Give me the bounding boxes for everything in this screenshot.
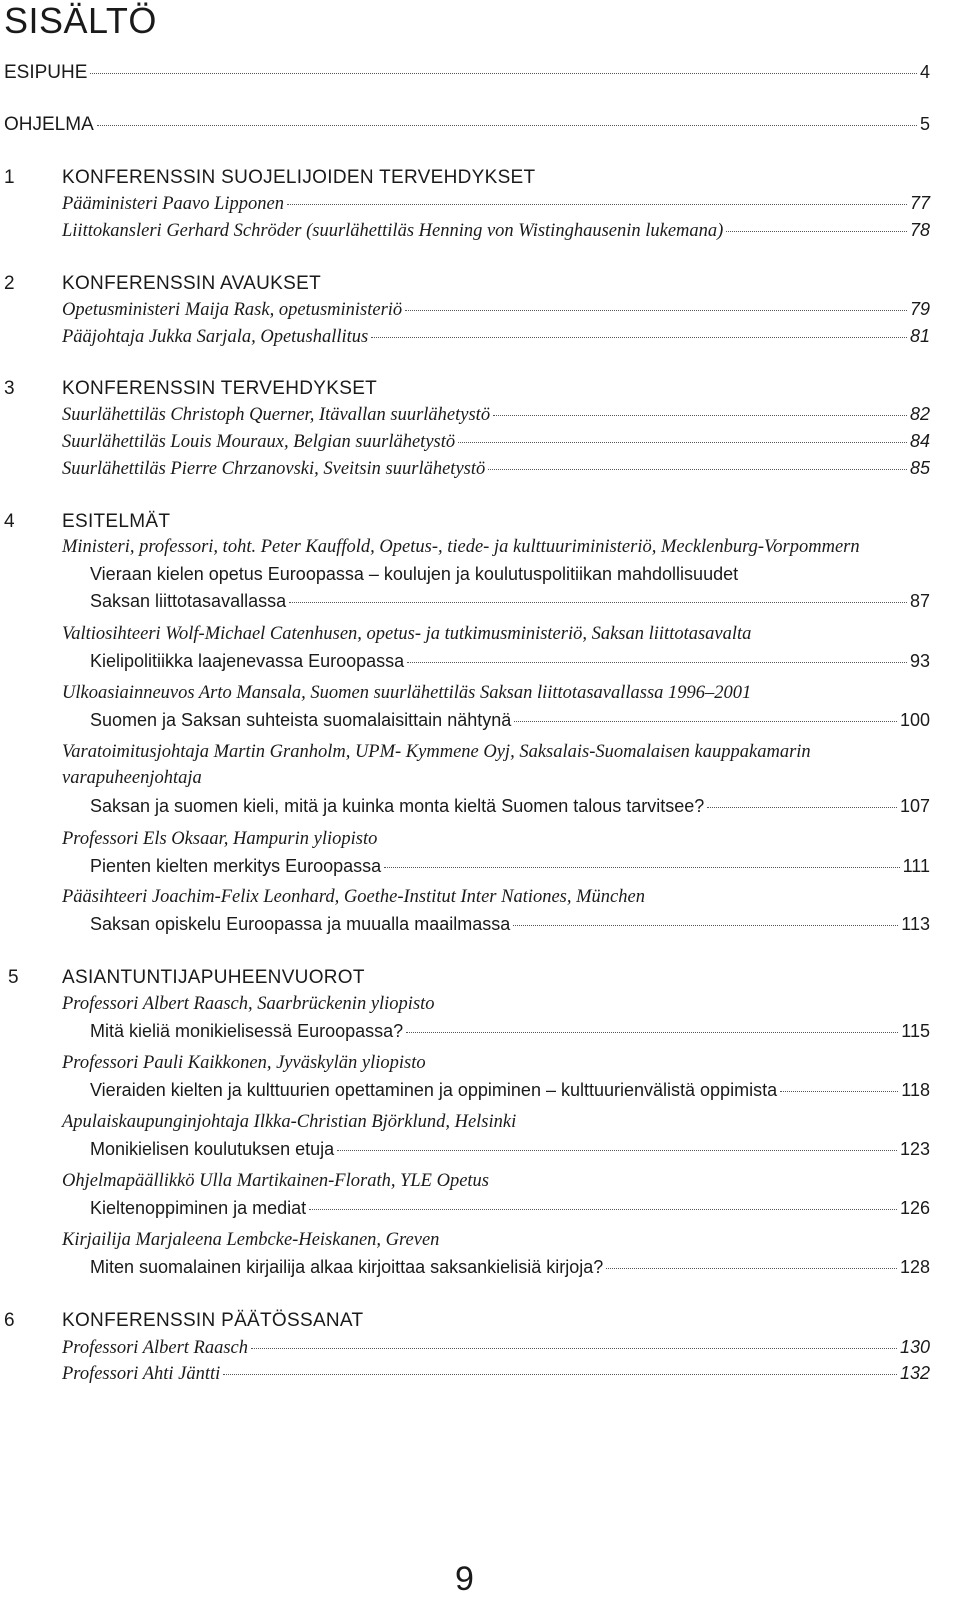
toc-entry-page: 115 xyxy=(901,1021,930,1041)
dot-leader xyxy=(90,73,917,74)
section-heading: KONFERENSSIN AVAUKSET xyxy=(62,273,321,294)
toc-entry-label: Professori Ahti Jäntti xyxy=(62,1364,221,1384)
toc-entry-page: 84 xyxy=(909,431,930,451)
toc-entry-page: 5 xyxy=(919,114,930,134)
entry-author: Kirjailija Marjaleena Lembcke-Heiskanen, Greven xyxy=(62,1230,440,1250)
toc-entry[interactable] xyxy=(90,1198,930,1219)
toc-entry-label: Suomen ja Saksan suhteista suomalaisittain nähtynä xyxy=(90,710,512,730)
toc-entry-label: Saksan opiskelu Euroopassa ja muualla maailmassa xyxy=(90,914,511,934)
toc-entry[interactable] xyxy=(90,651,930,672)
toc-entry[interactable] xyxy=(90,591,930,612)
dot-leader xyxy=(514,721,897,722)
dot-leader xyxy=(407,662,907,663)
section-heading: KONFERENSSIN TERVEHDYKSET xyxy=(62,378,378,399)
toc-entry-label: Pääjohtaja Jukka Sarjala, Opetushallitus xyxy=(62,327,369,347)
toc-entry-page: 123 xyxy=(899,1139,930,1159)
toc-entry-label: Monikielisen koulutuksen etuja xyxy=(90,1139,335,1159)
toc-entry[interactable] xyxy=(90,710,930,731)
section-heading: ASIANTUNTIJAPUHEENVUOROT xyxy=(62,967,365,988)
toc-entry-label: OHJELMA xyxy=(4,114,94,135)
section-number: 2 xyxy=(4,273,15,294)
toc-entry-label: Pääministeri Paavo Lipponen xyxy=(62,194,284,214)
dot-leader xyxy=(406,1032,898,1033)
toc-entry-label: Kielipolitiikka laajenevassa Euroopassa xyxy=(90,651,405,671)
entry-title: Vieraan kielen opetus Euroopassa – koulujen ja koulutuspolitiikan mahdollisuudet xyxy=(90,564,739,584)
toc-entry-label: Suurlähettiläs Louis Mouraux, Belgian suurlähetystö xyxy=(62,432,456,452)
toc-entry-label: ESIPUHE xyxy=(4,62,88,83)
toc-entry[interactable] xyxy=(90,796,930,817)
toc-entry[interactable] xyxy=(90,856,930,877)
toc-entry[interactable] xyxy=(90,1257,930,1278)
toc-entry[interactable] xyxy=(62,193,930,215)
entry-author: Professori Albert Raasch, Saarbrückenin yliopisto xyxy=(62,994,435,1014)
dot-leader xyxy=(251,1348,897,1349)
toc-entry-page: 107 xyxy=(899,796,930,816)
entry-author: Ulkoasiainneuvos Arto Mansala, Suomen suurlähettiläs Saksan liittotasavallassa 1996–2001 xyxy=(62,683,752,703)
toc-entry-page: 81 xyxy=(909,326,930,346)
dot-leader xyxy=(458,442,907,443)
toc-entry-page: 100 xyxy=(899,710,930,730)
toc-entry-label: Suurlähettiläs Christoph Querner, Itävallan suurlähetystö xyxy=(62,405,491,425)
toc-entry[interactable] xyxy=(62,326,930,348)
dot-leader xyxy=(289,602,907,603)
toc-entry-label: Mitä kieliä monikielisessä Euroopassa? xyxy=(90,1021,404,1041)
entry-author: varapuheenjohtaja xyxy=(62,768,202,788)
toc-entry[interactable] xyxy=(90,1139,930,1160)
toc-entry[interactable] xyxy=(90,1080,930,1101)
toc-entry[interactable] xyxy=(62,431,930,453)
section-heading: KONFERENSSIN SUOJELIJOIDEN TERVEHDYKSET xyxy=(62,167,536,188)
toc-entry-label: Opetusministeri Maija Rask, opetusministeriö xyxy=(62,300,403,320)
toc-entry[interactable] xyxy=(90,914,930,935)
toc-entry-page: 4 xyxy=(919,62,930,82)
toc-entry-page: 87 xyxy=(909,591,930,611)
toc-entry-page: 93 xyxy=(909,651,930,671)
toc-entry-esipuhe[interactable] xyxy=(4,62,930,84)
toc-entry-page: 126 xyxy=(899,1198,930,1218)
dot-leader xyxy=(726,231,907,232)
toc-entry-label: Miten suomalainen kirjailija alkaa kirjoittaa saksankielisiä kirjoja? xyxy=(90,1257,604,1277)
page-number: 9 xyxy=(455,1560,474,1598)
dot-leader xyxy=(513,925,898,926)
toc-entry[interactable] xyxy=(62,220,930,242)
toc-entry-label: Vieraiden kielten ja kulttuurien opettaminen ja oppiminen – kulttuurienvälistä oppimista xyxy=(90,1080,778,1100)
dot-leader xyxy=(493,415,907,416)
dot-leader xyxy=(780,1091,898,1092)
toc-entry-page: 113 xyxy=(901,914,930,934)
toc-entry-page: 118 xyxy=(901,1080,930,1100)
dot-leader xyxy=(337,1150,897,1151)
dot-leader xyxy=(309,1209,897,1210)
toc-entry-page: 85 xyxy=(909,458,930,478)
dot-leader xyxy=(223,1374,897,1375)
dot-leader xyxy=(707,807,897,808)
entry-author: Ministeri, professori, toht. Peter Kauffold, Opetus-, tiede- ja kulttuuriministeriö, Mecklenburg-Vorpommern xyxy=(62,537,860,557)
dot-leader xyxy=(97,125,917,126)
toc-entry[interactable] xyxy=(62,404,930,426)
toc-entry-page: 132 xyxy=(899,1363,930,1383)
toc-entry-page: 79 xyxy=(909,299,930,319)
toc-entry-page: 78 xyxy=(909,220,930,240)
entry-author: Valtiosihteeri Wolf-Michael Catenhusen, opetus- ja tutkimusministeriö, Saksan liittotasavalta xyxy=(62,624,752,644)
section-number: 4 xyxy=(4,511,15,532)
toc-entry-label: Kieltenoppiminen ja mediat xyxy=(90,1198,307,1218)
section-number: 6 xyxy=(4,1310,15,1331)
dot-leader xyxy=(606,1268,897,1269)
toc-entry-page: 130 xyxy=(899,1337,930,1357)
dot-leader xyxy=(384,867,899,868)
dot-leader xyxy=(371,337,907,338)
section-number: 5 xyxy=(8,967,19,988)
entry-author: Apulaiskaupunginjohtaja Ilkka-Christian Björklund, Helsinki xyxy=(62,1112,517,1132)
toc-entry-page: 128 xyxy=(899,1257,930,1277)
section-heading: KONFERENSSIN PÄÄTÖSSANAT xyxy=(62,1310,364,1331)
dot-leader xyxy=(405,310,907,311)
toc-entry[interactable] xyxy=(62,1363,930,1385)
page-title: SISÄLTÖ xyxy=(4,0,157,41)
toc-entry[interactable] xyxy=(62,1337,930,1359)
toc-entry-label: Saksan ja suomen kieli, mitä ja kuinka monta kieltä Suomen talous tarvitsee? xyxy=(90,796,705,816)
entry-author: Professori Els Oksaar, Hampurin yliopisto xyxy=(62,829,378,849)
dot-leader xyxy=(488,469,907,470)
toc-entry-page: 111 xyxy=(902,856,930,876)
toc-entry-label: Professori Albert Raasch xyxy=(62,1338,249,1358)
dot-leader xyxy=(287,204,907,205)
section-heading: ESITELMÄT xyxy=(62,511,171,532)
toc-entry-label: Liittokansleri Gerhard Schröder (suurlähettiläs Henning von Wistinghausenin lukemana) xyxy=(62,221,724,241)
entry-author: Pääsihteeri Joachim-Felix Leonhard, Goethe-Institut Inter Nationes, München xyxy=(62,887,645,907)
toc-entry[interactable] xyxy=(62,458,930,480)
section-number: 1 xyxy=(4,167,15,188)
entry-author: Ohjelmapäällikkö Ulla Martikainen-Florath, YLE Opetus xyxy=(62,1171,489,1191)
toc-entry-label: Saksan liittotasavallassa xyxy=(90,591,287,611)
toc-entry-ohjelma[interactable] xyxy=(4,114,930,136)
entry-author: Professori Pauli Kaikkonen, Jyväskylän yliopisto xyxy=(62,1053,426,1073)
toc-entry[interactable] xyxy=(62,299,930,321)
toc-entry-page: 82 xyxy=(909,404,930,424)
toc-entry-label: Pienten kielten merkitys Euroopassa xyxy=(90,856,382,876)
toc-entry-page: 77 xyxy=(909,193,930,213)
entry-author: Varatoimitusjohtaja Martin Granholm, UPM- Kymmene Oyj, Saksalais-Suomalaisen kauppakamarin xyxy=(62,742,811,762)
section-number: 3 xyxy=(4,378,15,399)
toc-entry[interactable] xyxy=(90,1021,930,1042)
toc-entry-label: Suurlähettiläs Pierre Chrzanovski, Sveitsin suurlähetystö xyxy=(62,459,486,479)
